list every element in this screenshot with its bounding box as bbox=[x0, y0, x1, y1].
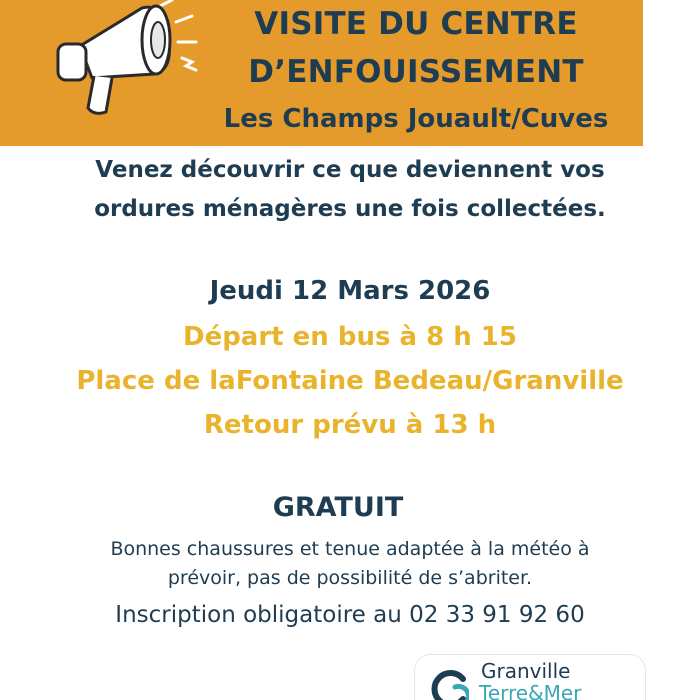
logo-text-line2: Terre&Mer bbox=[479, 681, 582, 700]
departure-time: Départ en bus à 8 h 15 bbox=[182, 322, 517, 352]
meeting-place: Place de laFontaine Bedeau/Granville bbox=[76, 366, 624, 396]
megaphone-icon bbox=[50, 0, 200, 122]
price-label: GRATUIT bbox=[272, 492, 404, 523]
logo-text-line1: Granville bbox=[481, 659, 571, 683]
header-banner bbox=[0, 0, 643, 146]
banner-title-line2: D’ENFOUISSEMENT bbox=[248, 54, 584, 90]
banner-title-line1: VISITE DU CENTRE bbox=[254, 6, 578, 42]
return-time: Retour prévu à 13 h bbox=[203, 410, 497, 440]
logo-mark-icon bbox=[429, 669, 469, 700]
registration-info: Inscription obligatoire au 02 33 91 92 60 bbox=[115, 602, 585, 628]
note-line-1: Bonnes chaussures et tenue adaptée à la météo à bbox=[110, 538, 590, 560]
banner-location: Les Champs Jouault/Cuves bbox=[223, 104, 609, 134]
intro-line-1: Venez découvrir ce que deviennent vos bbox=[95, 157, 605, 183]
event-date: Jeudi 12 Mars 2026 bbox=[209, 276, 491, 306]
granville-terre-mer-logo bbox=[414, 654, 646, 700]
note-line-2: prévoir, pas de possibilité de s’abriter. bbox=[167, 567, 533, 589]
intro-line-2: ordures ménagères une fois collectées. bbox=[94, 196, 606, 222]
